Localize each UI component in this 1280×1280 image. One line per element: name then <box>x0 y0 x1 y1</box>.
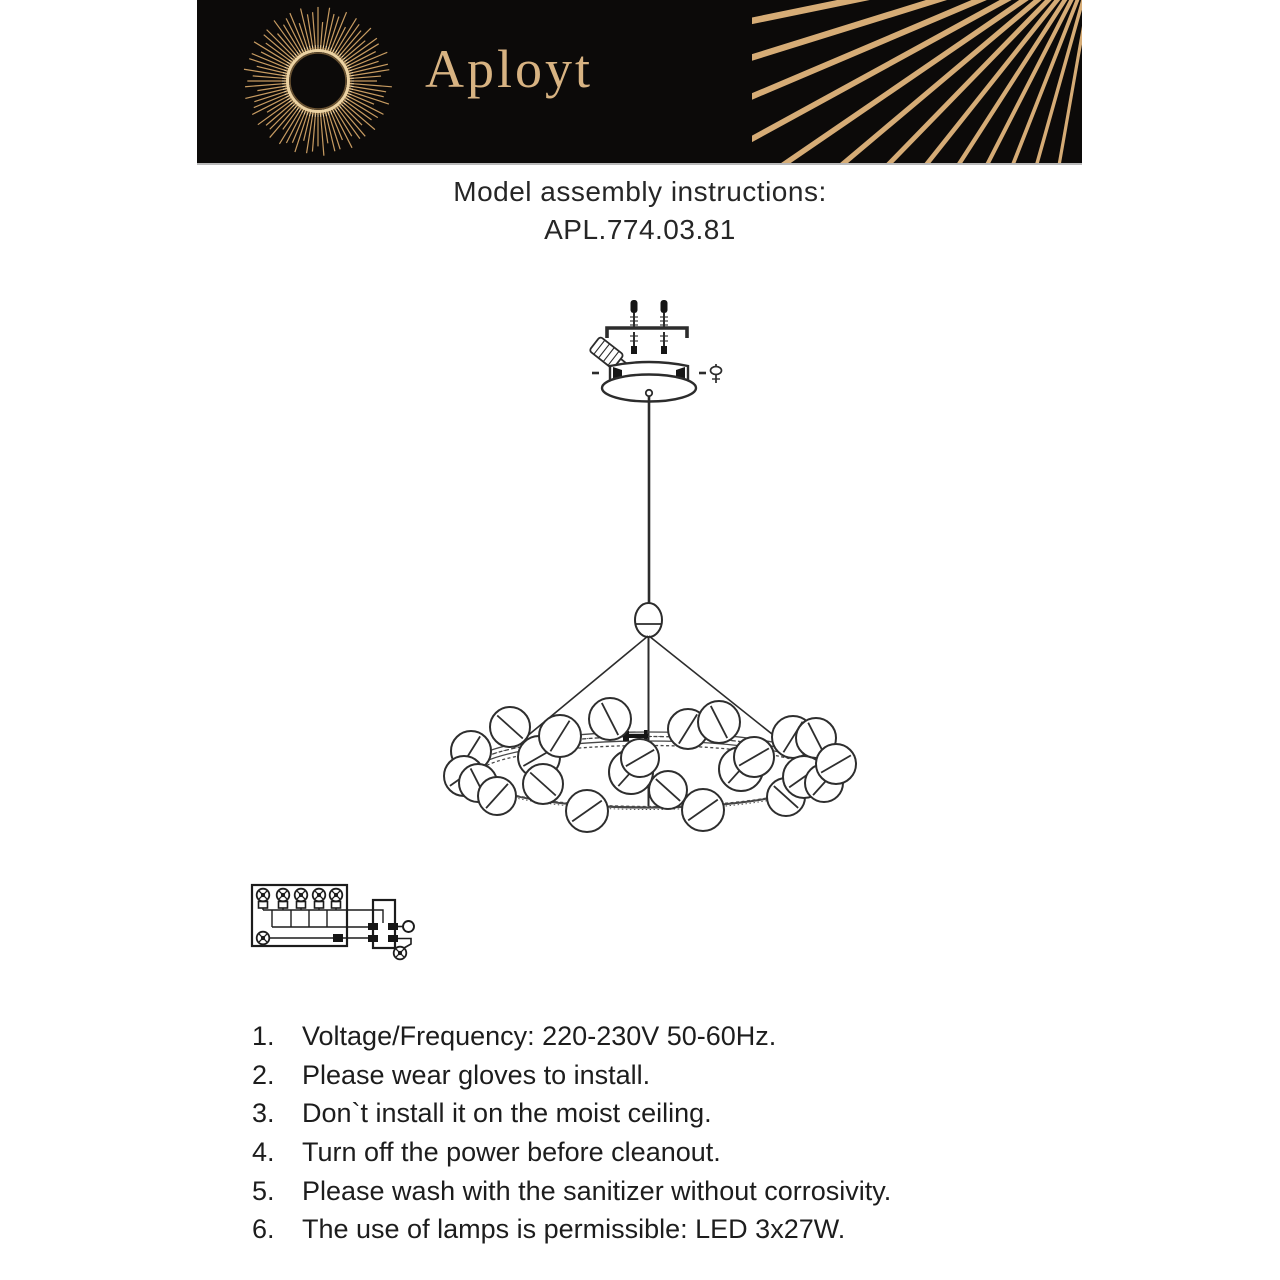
instruction-item <box>252 1176 1082 1215</box>
instruction-item <box>252 1214 1082 1253</box>
instruction-number: 5. <box>252 1175 275 1206</box>
side-screw-icon <box>711 364 722 383</box>
instruction-text: Please wash with the sanitizer without corrosivity. <box>302 1175 892 1206</box>
wiring-diagram <box>245 872 425 977</box>
instruction-text: Voltage/Frequency: 220-230V 50-60Hz. <box>302 1021 777 1051</box>
instruction-item <box>252 1060 1082 1099</box>
ceiling-canopy-icon <box>592 362 706 402</box>
instructions-list <box>252 1021 1082 1253</box>
brand-header <box>197 0 1082 165</box>
corner-rays-icon <box>752 0 1082 163</box>
instruction-number: 4. <box>252 1137 275 1168</box>
instruction-text: Please wear gloves to install. <box>302 1059 651 1090</box>
sunburst-logo-icon <box>243 6 393 156</box>
mains-terminal <box>398 921 414 932</box>
ladder-wires <box>263 908 383 938</box>
cone-grip-icon <box>635 603 662 637</box>
instruction-text: Turn off the power before cleanout. <box>302 1137 721 1168</box>
model-code: APL.774.03.81 <box>544 214 736 245</box>
lamp-pedestals <box>259 902 341 909</box>
led-driver <box>368 900 398 948</box>
mounting-bracket-icon <box>607 328 687 338</box>
instruction-number: 2. <box>252 1059 275 1090</box>
cable-connector-block <box>333 934 343 942</box>
instruction-text: The use of lamps is permissible: LED 3x27W. <box>302 1214 846 1245</box>
bulb-group <box>444 698 856 832</box>
instruction-number: 1. <box>252 1021 275 1051</box>
instruction-item <box>252 1021 1082 1060</box>
instruction-item <box>252 1098 1082 1137</box>
instruction-number: 3. <box>252 1098 275 1129</box>
chandelier-assembly-diagram <box>420 280 880 860</box>
instruction-item <box>252 1137 1082 1176</box>
page-title: Model assembly instructions: <box>453 176 827 207</box>
brand-name: Aployt <box>425 39 594 99</box>
instruction-number: 6. <box>252 1214 275 1245</box>
instruction-text: Don`t install it on the moist ceiling. <box>302 1098 712 1129</box>
